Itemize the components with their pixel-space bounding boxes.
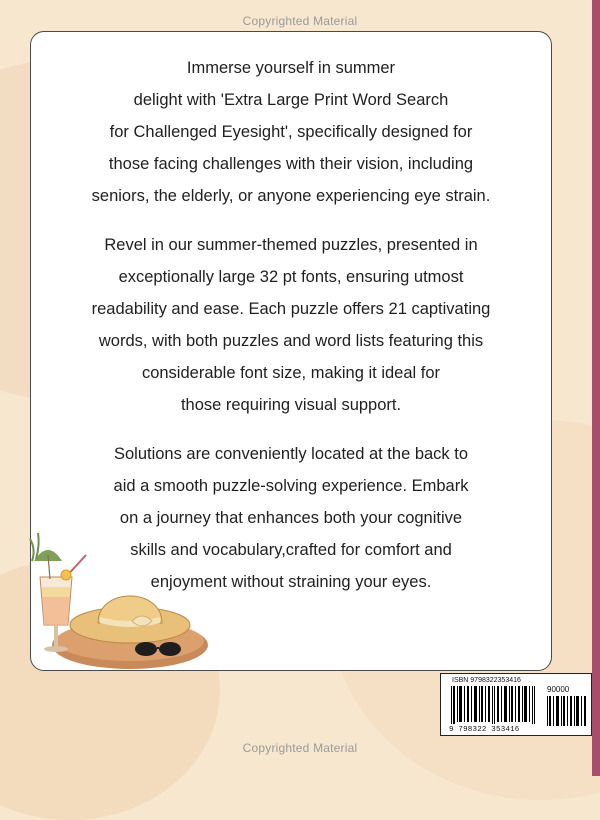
isbn-barcode — [440, 673, 592, 736]
text-line: those facing challenges with their vision, including — [108, 155, 474, 173]
text-line: seniors, the elderly, or anyone experiencing eye strain. — [91, 187, 491, 205]
copyright-watermark-top: Copyrighted Material — [242, 14, 358, 28]
price-code: 90000 — [547, 685, 570, 694]
leaf — [30, 539, 34, 561]
sunglasses-lens-right — [159, 642, 181, 656]
lemon-slice — [61, 570, 71, 580]
text-line: exceptionally large 32 pt fonts, ensuring utmost — [118, 268, 464, 286]
isbn-label: ISBN 9798322353416 — [452, 677, 521, 684]
text-line: delight with 'Extra Large Print Word Search — [133, 91, 449, 109]
summer-cocktail-hat-sunglasses-illustration — [20, 525, 220, 685]
cocktail-layer — [42, 587, 70, 597]
text-line: those requiring visual support. — [180, 396, 402, 414]
spine-accent-stripe — [592, 0, 600, 776]
text-line: enjoyment without straining your eyes. — [150, 573, 432, 591]
text-line: Immerse yourself in summer — [186, 59, 396, 77]
copyright-watermark-bottom: Copyrighted Material — [242, 741, 358, 755]
text-line: readability and ease. Each puzzle offers 21 captivating — [91, 300, 491, 318]
text-line: for Challenged Eyesight', specifically designed for — [109, 123, 473, 141]
text-line: words, with both puzzles and word lists featuring this — [98, 332, 484, 350]
glass-base — [44, 646, 68, 652]
description-paragraph-1 — [31, 52, 551, 212]
text-line: aid a smooth puzzle-solving experience. Embark — [113, 477, 469, 495]
cocktail-drink — [42, 597, 70, 625]
glass-stem — [54, 625, 58, 647]
isbn-digits: 9 798322 353416 — [449, 726, 520, 734]
text-line: skills and vocabulary,crafted for comfort and — [130, 541, 452, 559]
description-paragraph-2 — [31, 229, 551, 421]
text-line: considerable font size, making it ideal for — [141, 364, 441, 382]
sunglasses-lens-left — [135, 642, 157, 656]
leaf — [36, 533, 39, 559]
text-line: on a journey that enhances both your cognitive — [119, 509, 463, 527]
text-line: Solutions are conveniently located at the back to — [113, 445, 469, 463]
text-line: Revel in our summer-themed puzzles, presented in — [104, 236, 478, 254]
